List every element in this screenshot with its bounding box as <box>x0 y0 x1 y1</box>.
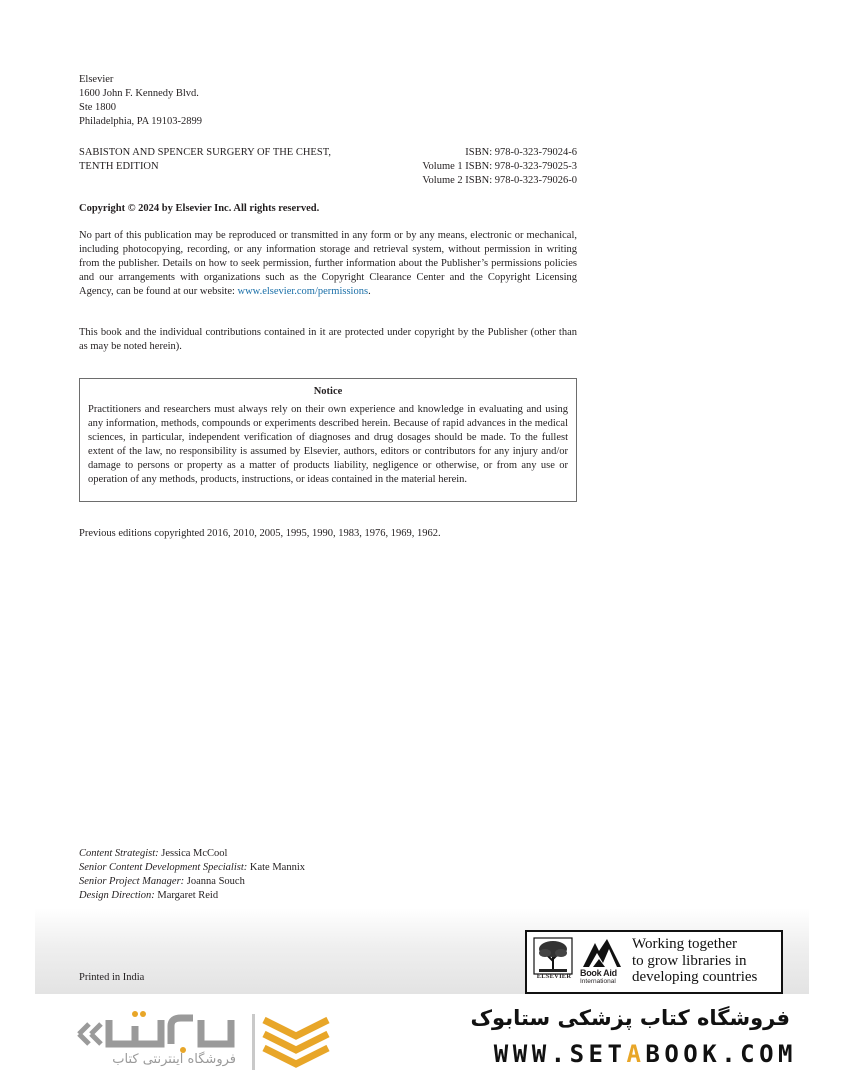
tagline-line: developing countries <box>632 969 758 985</box>
address-line: Elsevier <box>79 74 114 85</box>
credit-name: Margaret Reid <box>157 890 219 901</box>
printed-in: Printed in India <box>79 972 145 983</box>
copyright-line: Copyright © 2024 by Elsevier Inc. All rights reserved. <box>79 203 320 214</box>
setabook-logo-subtitle: فروشگاه اینترنتی کتاب <box>112 1052 236 1067</box>
credit-name: Joanna Souch <box>186 876 245 887</box>
setabook-mark-icon <box>252 1014 330 1074</box>
store-url-accent: A <box>626 1040 646 1068</box>
elsevier-label: ELSEVIER <box>536 973 572 980</box>
credit-role: Content Strategist: <box>79 848 159 859</box>
isbn-main: ISBN: 978-0-323-79024-6 <box>465 147 577 158</box>
credit-role: Senior Project Manager: <box>79 876 185 887</box>
credit-name: Kate Mannix <box>249 862 306 873</box>
address-line: Ste 1800 <box>79 102 117 113</box>
book-aid-name: Book Aid <box>580 968 617 978</box>
store-url-part: WWW.SET <box>493 1040 627 1068</box>
credit-item <box>79 875 305 889</box>
credits-list <box>79 847 305 903</box>
credit-item <box>79 847 305 861</box>
store-title: فروشگاه کتاب پزشکی ستابوک <box>470 1006 790 1030</box>
previous-editions: Previous editions copyrighted 2016, 2010, 2005, 1995, 1990, 1983, 1976, 1969, 1962. <box>79 528 441 539</box>
store-url[interactable] <box>433 1040 797 1068</box>
credit-item <box>79 889 305 903</box>
credit-name: Jessica McCool <box>161 848 228 859</box>
notice-body: Practitioners and researchers must always rely on their own experience and knowledge in evaluating and using any information, methods, compounds or experiments described herein. Because of rapid advances in the medical sciences, in particular, independent verification of diagnoses and drug dosages should be made. To the fullest extent of the law, no responsibility is assumed by Elsevier, authors, editors or contributors for any injury and/or damage to persons or property as a matter of products liability, negligence or otherwise, or from any use or operation of any methods, products, instructions, or ideas contained in the material herein. <box>88 404 568 485</box>
book-title-line: SABISTON AND SPENCER SURGERY OF THE CHEST, <box>79 147 331 158</box>
book-edition-line: TENTH EDITION <box>79 161 159 172</box>
address-line: 1600 John F. Kennedy Blvd. <box>79 88 199 99</box>
tagline-line: to grow libraries in <box>632 952 747 969</box>
book-title <box>79 146 331 174</box>
permissions-text: No part of this publication may be reproduced or transmitted in any form or by any means, electronic or mechanical, including photocopying, recording, or any information storage and retrieval system, without permission in writing from the publisher. Details on how to seek permission, further information about the Publisher’s permissions policies and our arrangements with organizations such as the Copyright Clearance Center and the Copyright Licensing Agency, can be found at our website: <box>79 230 577 297</box>
tagline-line: Working together <box>632 936 738 952</box>
protected-paragraph: This book and the individual contributions contained in it are protected under copyright by the Publisher (other than as may be noted herein). <box>79 327 577 352</box>
credit-role: Design Direction: <box>79 890 155 901</box>
isbn-volume-2: Volume 2 ISBN: 978-0-323-79026-0 <box>422 175 577 186</box>
permissions-link[interactable]: www.elsevier.com/permissions <box>237 286 369 297</box>
credit-role: Senior Content Development Specialist: <box>79 862 248 873</box>
book-aid-badge <box>525 930 783 994</box>
isbn-block <box>380 146 577 188</box>
book-aid-sub: International <box>580 978 616 985</box>
publisher-address <box>79 73 202 129</box>
notice-title: Notice <box>313 386 343 397</box>
store-banner <box>0 994 844 1080</box>
address-line: Philadelphia, PA 19103-2899 <box>79 116 202 127</box>
permissions-paragraph <box>79 229 577 299</box>
permissions-end: . <box>368 286 371 297</box>
store-url-part: BOOK.COM <box>645 1040 797 1068</box>
book-aid-tagline <box>632 936 780 986</box>
credit-item <box>79 861 305 875</box>
isbn-volume-1: Volume 1 ISBN: 978-0-323-79025-3 <box>422 161 577 172</box>
notice-box <box>79 378 577 502</box>
